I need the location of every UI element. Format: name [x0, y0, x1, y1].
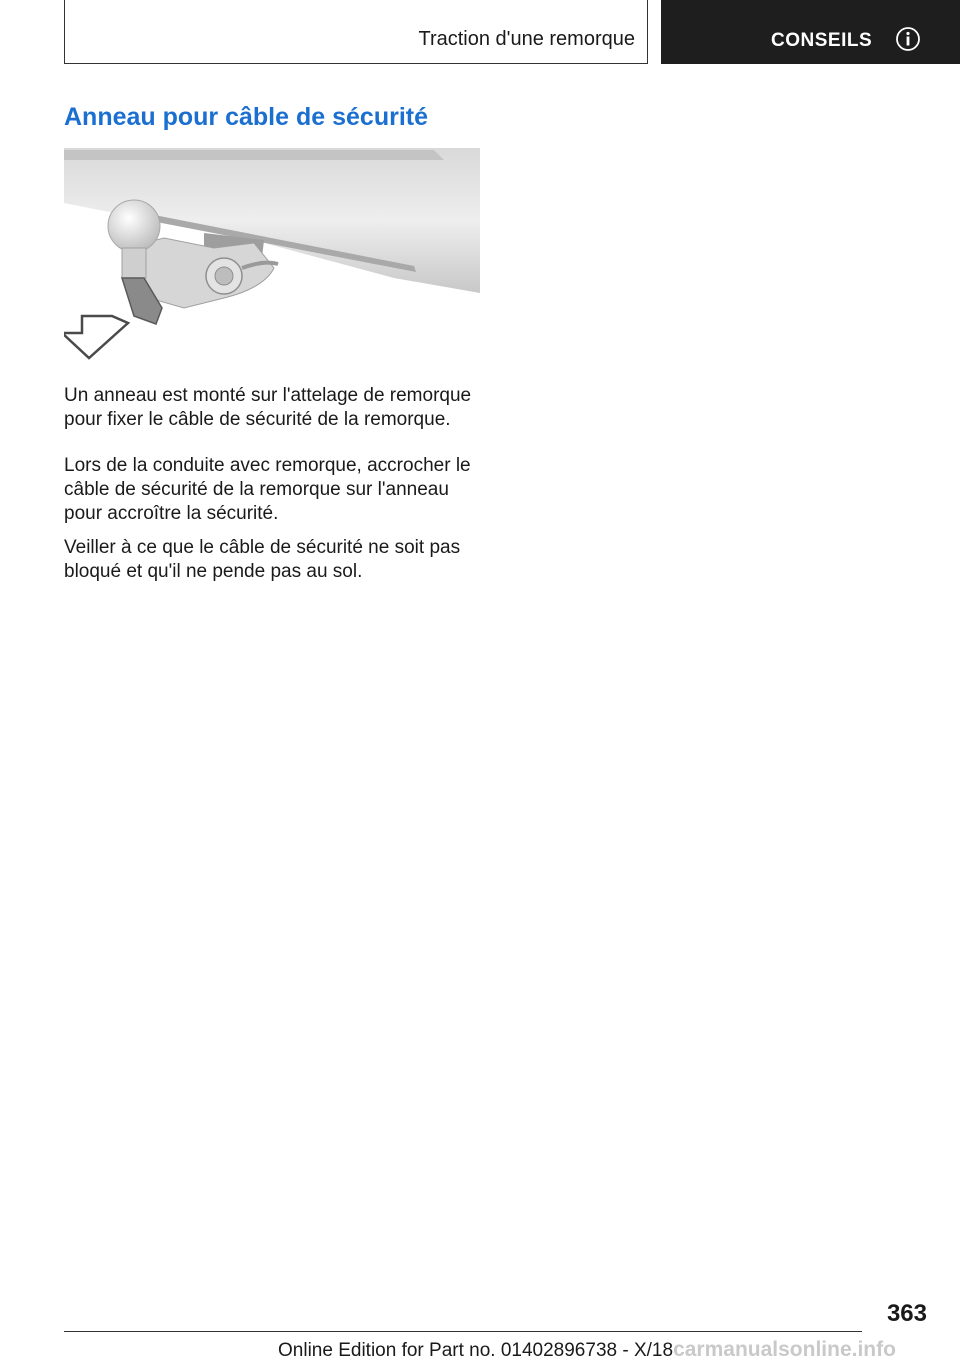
footer-edition	[278, 1338, 896, 1362]
paragraph-1: Un anneau est monté sur l'attelage de remorque pour fixer le câble de sécurité de la remorque.	[64, 385, 472, 430]
header-section-box	[64, 0, 648, 64]
page-number: 363	[886, 1300, 927, 1327]
footer-edition-text: Online Edition for Part no. 01402896738 - X/18	[278, 1340, 674, 1361]
header-chapter-title: CONSEILS	[771, 30, 873, 51]
footer-watermark: carmanualsonline.info	[673, 1338, 896, 1361]
footer-divider	[64, 1331, 862, 1332]
page-title: Anneau pour câble de sécurité	[64, 103, 428, 131]
info-circle-icon	[895, 26, 921, 52]
header-section-title: Traction d'une remorque	[418, 28, 635, 50]
paragraph-2: Lors de la conduite avec remorque, accrocher le câble de sécurité de la remorque sur l'anneau pour accroître la sécurité.	[64, 455, 471, 524]
paragraph-3: Veiller à ce que le câble de sécurité ne soit pas bloqué et qu'il ne pende pas au sol.	[64, 537, 461, 582]
tow-hitch-illustration	[64, 148, 480, 368]
header-chapter-box	[661, 0, 960, 64]
